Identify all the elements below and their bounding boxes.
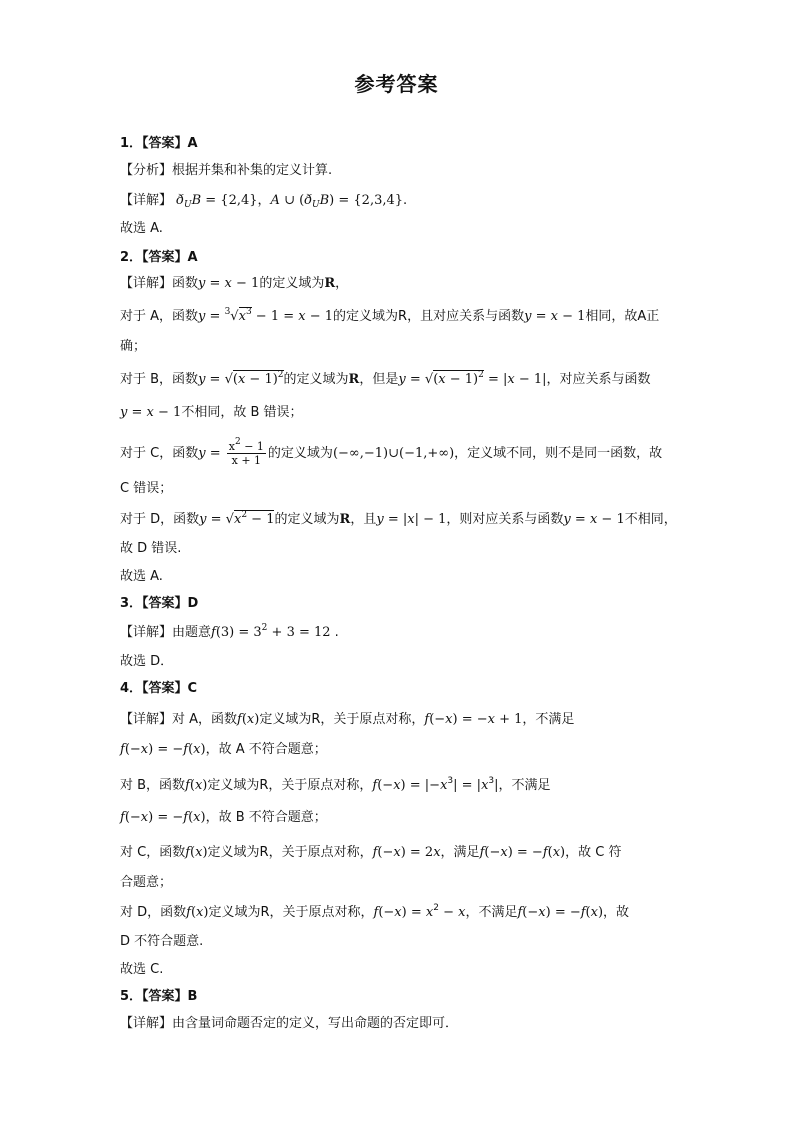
answer-1: 1．【答案】A <box>120 136 198 151</box>
detail-2-line8: 对于 D，函数$y = √x^2 - 1$的定义域为R，且y = |x| − 1，则对应关系与函数y = x − 1不相同， <box>120 510 677 527</box>
detail-2-line4: 对于 B，函数$y = √(x - 1)^2$的定义域为R，但是$y = √(x - 1)^2 = |x - 1|$，对应关系与函数 <box>120 370 651 387</box>
fragment: ，满足 <box>440 845 480 860</box>
choice-3: 故选 D． <box>120 654 174 669</box>
detail-text: 对于 D，函数 <box>120 512 200 527</box>
detail-label: 【详解】 <box>120 193 173 208</box>
detail-4-line8: D 不符合题意. <box>120 934 204 949</box>
detail-4-line2: f(−x) = −f(x)，故 A 不符合题意； <box>120 742 327 757</box>
detail-text: 【详解】由题意 <box>120 625 212 640</box>
detail-text: 对于 B，函数 <box>120 372 199 387</box>
fragment: ，故 <box>603 905 630 920</box>
detail-2-line3: 确； <box>120 339 147 354</box>
detail-text: ，故 A 不符合题意； <box>205 742 327 757</box>
answer-3: 3．【答案】D <box>120 596 199 611</box>
fragment: ，故 C 符 <box>565 845 622 860</box>
detail-4-line5: 对 C，函数f(x)定义域为R，关于原点对称，f(−x) = 2x，满足f(−x) = −f(x)，故 C 符 <box>120 845 622 860</box>
detail-text: 对于 C，函数 <box>120 446 199 461</box>
detail-text: ，故 B 不符合题意； <box>205 810 327 825</box>
detail-4-line4: f(−x) = −f(x)，故 B 不符合题意； <box>120 810 327 825</box>
fragment: ，定义域不同，则不是同一函数，故 <box>454 446 663 461</box>
fragment: ，但是 <box>359 372 399 387</box>
fragment: 的定义域为R，且对应关系与函数 <box>333 309 525 324</box>
fragment: ，对应关系与函数 <box>546 372 651 387</box>
detail-4-line3: 对 B，函数f(x)定义域为R，关于原点对称，$f(-x) = |-x^3| = |x^3|$，不满足 <box>120 776 551 793</box>
detail-2-line7: C 错误； <box>120 481 173 496</box>
answer-5: 5．【答案】B <box>120 989 198 1004</box>
detail-5: 【详解】由含量词命题否定的定义，写出命题的否定即可． <box>120 1016 459 1031</box>
detail-4-line7: 对 D，函数f(x)定义域为R，关于原点对称，$f(-x) = x^2 - x$，不满足f(−x) = −f(x)，故 <box>120 903 630 920</box>
detail-text: 不相同，故 B 错误； <box>181 405 303 420</box>
detail-1: 【详解】 $ð_UB = \{2,4\}$，A ∪ $(ð_UB) = \{2,3,4\}$. <box>120 193 408 210</box>
fragment: 的定义域为 <box>274 512 340 527</box>
fragment: ，则对应关系与函数 <box>446 512 564 527</box>
page-title: 参考答案 <box>354 72 439 96</box>
fragment: 定义域为R，关于原点对称， <box>208 905 374 920</box>
fragment: 相同，故A正 <box>585 309 660 324</box>
fragment: 定义域为R，关于原点对称， <box>259 712 425 727</box>
detail-2-line9: 故 D 错误. <box>120 541 182 556</box>
fragment: 的定义域为 <box>283 372 349 387</box>
detail-2-line2: 对于 A，函数$y = ^3√x^3 - 1 = x - 1$的定义域为R，且对应关系与函数y = x − 1相同，故A正 <box>120 307 660 324</box>
detail-2-line5: y = x − 1不相同，故 B 错误； <box>120 405 303 420</box>
fragment: ，不满足 <box>465 905 518 920</box>
detail-text: 【详解】对 A，函数 <box>120 712 238 727</box>
fragment: 定义域为R，关于原点对称， <box>207 845 373 860</box>
real-set: R <box>324 276 336 291</box>
fragment: 不相同， <box>624 512 677 527</box>
detail-text: 对 C，函数 <box>120 845 186 860</box>
detail-4-line6: 合题意； <box>120 875 173 890</box>
detail-text: 对 B，函数 <box>120 778 186 793</box>
detail-text: 对于 A，函数 <box>120 309 199 324</box>
detail-4-line1: 【详解】对 A，函数f(x)定义域为R，关于原点对称，f(−x) = −x + 1，不满足 <box>120 712 575 727</box>
answer-2: 2．【答案】A <box>120 250 198 265</box>
fragment: ，不满足 <box>498 778 551 793</box>
fragment: ，且 <box>350 512 377 527</box>
fragment: 定义域为R，关于原点对称， <box>207 778 373 793</box>
detail-text: 对 D，函数 <box>120 905 187 920</box>
choice-4: 故选 C. <box>120 962 164 977</box>
choice-1: 故选 A. <box>120 221 163 236</box>
detail-text: 【详解】函数 <box>120 276 199 291</box>
detail-2-line6: 对于 C，函数y = $\frac{x^2 - 1}{x + 1}$ 的定义域为(−∞,−1)∪(−1,+∞)，定义域不同，则不是同一函数，故 <box>120 437 663 467</box>
fragment: 的定义域为 <box>259 276 325 291</box>
detail-2-line1: 【详解】函数y = x − 1的定义域为R， <box>120 276 349 291</box>
fragment: ，不满足 <box>522 712 575 727</box>
choice-2: 故选 A. <box>120 569 163 584</box>
answer-4: 4．【答案】C <box>120 681 198 696</box>
fragment: 的定义域为 <box>267 446 333 461</box>
analysis-1: 【分析】根据并集和补集的定义计算. <box>120 163 333 178</box>
detail-3: 【详解】由题意$f(3) = 3^2 + 3 = 12$ . <box>120 623 339 640</box>
